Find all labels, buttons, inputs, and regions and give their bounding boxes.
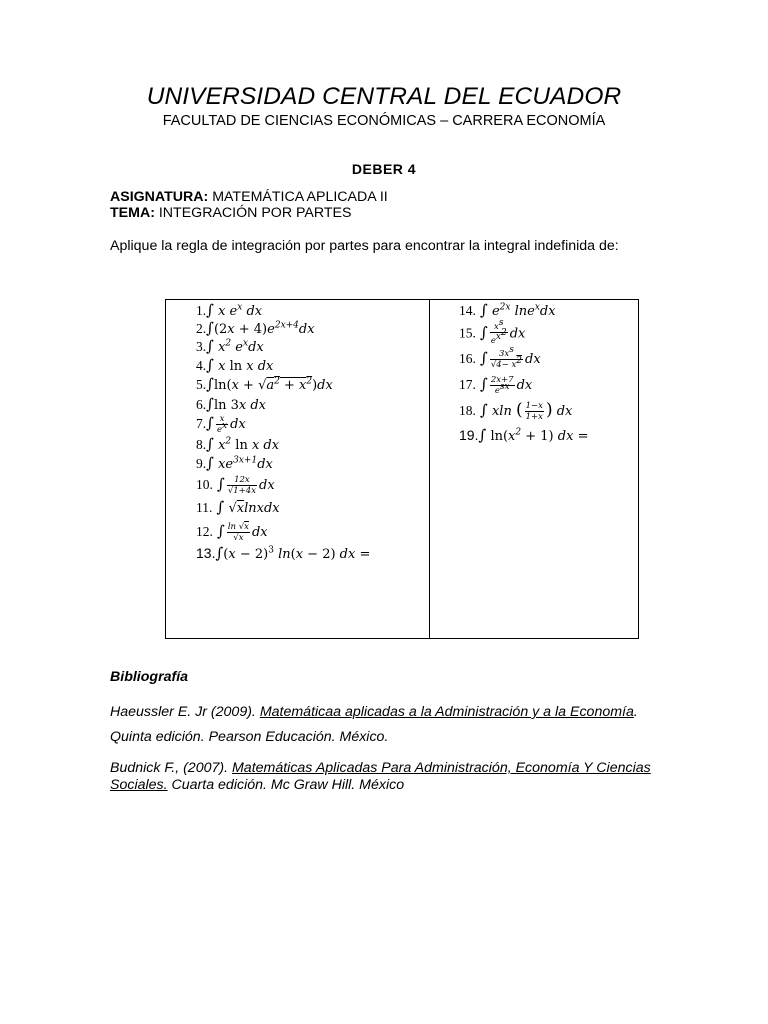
reference-title: Matemáticas Aplicadas Para Administración, Economía Y Ciencias Sociales. (110, 760, 651, 793)
exercise-1: 1.∫ x $e^x$ dx (196, 301, 263, 319)
exercise-3: 3.∫ $x^2$ $e^xdx$ (196, 337, 264, 355)
exercise-number: 1. (196, 303, 207, 318)
reference-2 (110, 760, 665, 794)
reference-author: Budnick F., (2007). (110, 760, 232, 776)
exercise-number: 2. (196, 321, 207, 336)
exercise-17: 17. ∫ $\frac{2x+7}{e^{sx}}$ dx (459, 375, 533, 396)
reference-author: Haeussler E. Jr (2009). (110, 704, 260, 720)
exercise-number: 17. (459, 377, 476, 392)
table-column-divider (429, 299, 430, 639)
exercise-number: 16. (459, 351, 476, 366)
exercise-9: 9.∫ $xe^{3x+1}dx$ (196, 454, 273, 472)
exercise-6: 6.∫ln 3x dx (196, 395, 267, 413)
topic-label: TEMA: (110, 205, 155, 221)
exercise-10: 10. ∫ $\frac{12x}{√1+4x}$ dx (196, 475, 275, 496)
exercise-number: 19. (459, 427, 479, 443)
exercise-number: 9. (196, 456, 207, 471)
topic-value: INTEGRACIÓN POR PARTES (154, 205, 352, 221)
exercise-15: 15. ∫ $\frac{x^s}{e^{x^2}}$ dx (459, 318, 526, 346)
reference-1 (110, 700, 665, 750)
exercise-19: 19.∫ $\ln(x^2 + 1)$ dx = (459, 426, 589, 444)
exercise-number: 10. (196, 477, 213, 492)
bibliography-heading: Bibliografía (110, 669, 189, 685)
exercise-4: 4.∫ x ln x dx (196, 356, 274, 374)
reference-details: . Quinta edición. Pearson Educación. México. (110, 704, 638, 745)
exercise-number: 15. (459, 325, 476, 341)
exercise-number: 13. (196, 545, 216, 561)
topic-line (110, 205, 351, 221)
exercise-5: $5.\int\ln(x + √a^2 + x^2)dx$ (196, 375, 333, 393)
exercise-2: $2.\int(2x + 4)e^{2x+4}dx$ (196, 319, 315, 337)
instruction-text: Aplique la regla de integración por partes para encontrar la integral indefinida de: (110, 238, 619, 254)
exercise-13: $13.\int(x - 2)^3$ ln(x − 2) dx = (196, 544, 371, 562)
exercise-number: 4. (196, 358, 207, 373)
exercise-number: 11. (196, 500, 213, 515)
subject-line (110, 189, 388, 205)
exercise-number: 14. (459, 303, 476, 318)
exercise-number: 18. (459, 403, 476, 418)
exercise-11: 11. ∫ √xlnxdx (196, 498, 280, 516)
exercise-number: 8. (196, 437, 207, 452)
exercise-8: 8.∫ $x^2$ ln x dx (196, 435, 280, 453)
exercise-number: 6. (196, 397, 207, 412)
exercise-number: 5. (196, 377, 207, 392)
reference-title: Matemáticaa aplicadas a la Administración y a la Economía (259, 704, 634, 720)
exercise-18: 18. ∫ xln ( $\frac{1-x}{1+x}$ ) dx (459, 400, 573, 422)
university-title: UNIVERSIDAD CENTRAL DEL ECUADOR (146, 83, 622, 110)
exercise-7: 7.∫ $\frac{x}{e^x}$ dx (196, 414, 246, 435)
subject-value: MATEMÁTICA APLICADA II (208, 189, 388, 205)
exercise-number: 3. (196, 339, 207, 354)
reference-details: Cuarta edición. Mc Graw Hill. México (167, 777, 405, 793)
subject-label: ASIGNATURA: (110, 189, 209, 205)
exercise-12: 12. ∫ $\frac{\ln √x}{√x}$ dx (196, 522, 268, 543)
faculty-subtitle: FACULTAD DE CIENCIAS ECONÓMICAS – CARRERA ECONOMÍA (162, 113, 606, 129)
exercise-number: 7. (196, 416, 207, 431)
exercise-16: 16. ∫ $\frac{3x^s}{√4- x^2}$ dx (459, 345, 541, 370)
assignment-title: DEBER 4 (351, 161, 417, 177)
exercise-14: 14. ∫ $e^{2x}$ lne$^x$dx (459, 301, 556, 319)
exercise-number: 12. (196, 524, 213, 539)
